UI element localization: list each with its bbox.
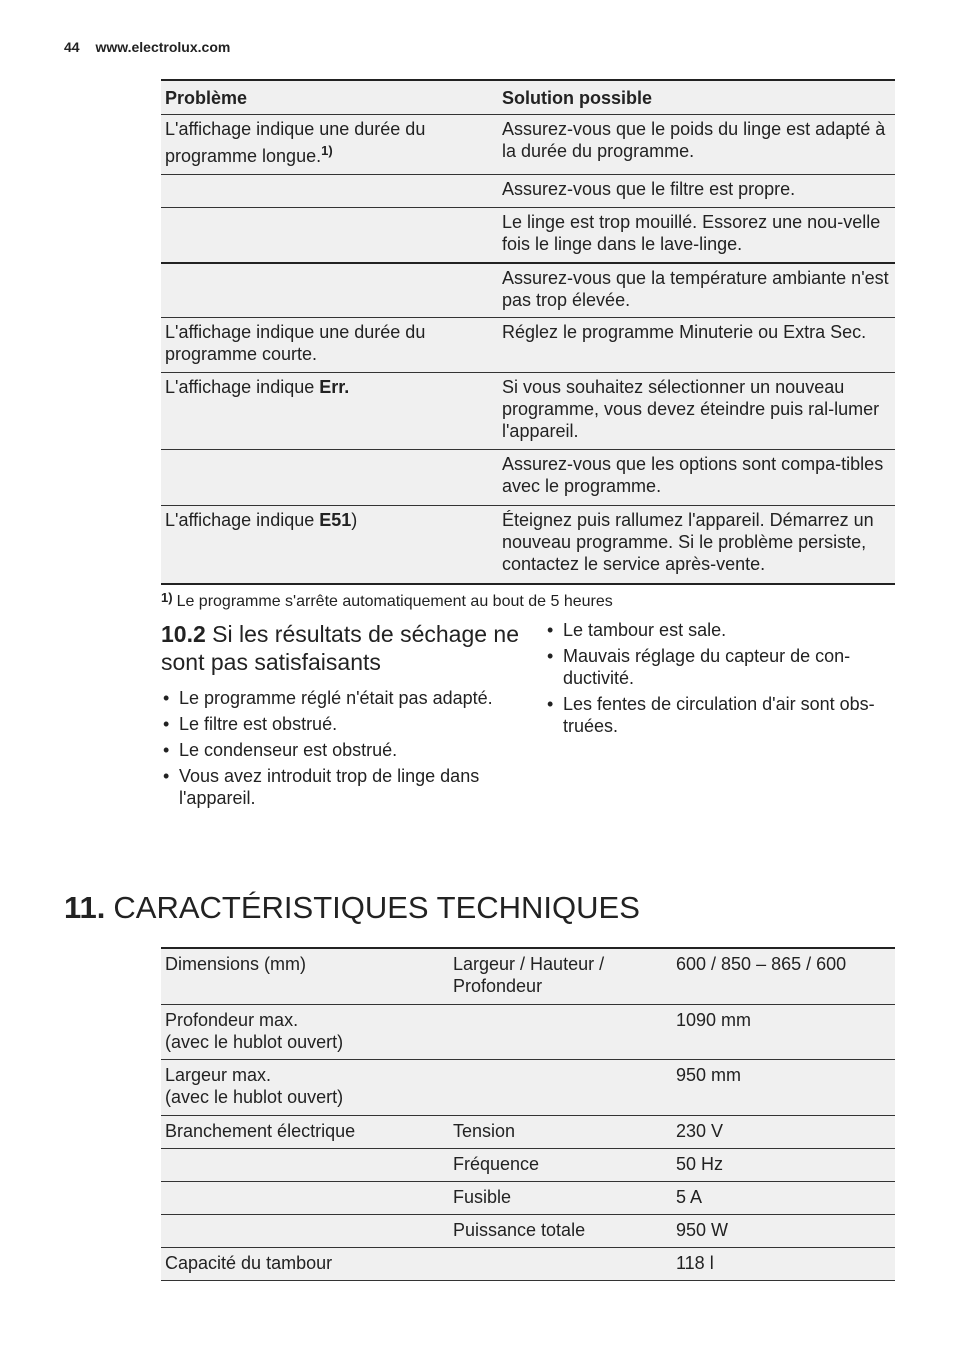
- spec-param: [449, 1247, 672, 1280]
- solution-cell: Réglez le programme Minuterie ou Extra Sec.: [498, 318, 895, 373]
- problem-cell: L'affichage indique une durée du programme longue.$^{1)}$: [161, 115, 498, 175]
- spec-label: [161, 1148, 449, 1181]
- table-row: [161, 1059, 895, 1115]
- spec-param: Largeur / Hauteur / Profondeur: [449, 948, 672, 1004]
- spec-label: [161, 1214, 449, 1247]
- table-row: [161, 1214, 895, 1247]
- column-header-problem: Problème: [161, 80, 498, 115]
- solution-cell: Le linge est trop mouillé. Essorez une nou-velle fois le linge dans le lave-linge.: [498, 208, 895, 263]
- spec-label: Profondeur max. (avec le hublot ouvert): [161, 1004, 449, 1059]
- solution-cell: Assurez-vous que le poids du linge est adapté à la durée du programme.: [498, 115, 895, 175]
- spec-value: 50 Hz: [672, 1148, 895, 1181]
- problem-cell: L'affichage indique E51): [161, 506, 498, 584]
- spec-label: Branchement électrique: [161, 1115, 449, 1148]
- list-item: • Vous avez introduit trop de linge dans l'appareil.: [161, 765, 521, 809]
- table-row: [161, 115, 895, 175]
- table-row: [161, 373, 895, 450]
- spec-value: 950 mm: [672, 1059, 895, 1115]
- list-item: • Le programme réglé n'était pas adapté.: [161, 687, 521, 709]
- list-item: • Le tambour est sale.: [545, 619, 895, 641]
- table-header-row: [161, 80, 895, 115]
- spec-param: Fusible: [449, 1181, 672, 1214]
- page-header: [64, 39, 230, 55]
- subsection-number: 10.2: [161, 621, 206, 647]
- footnote-text: Le programme s'arrête automatiquement au bout de 5 heures: [176, 593, 613, 610]
- table-row: [161, 1148, 895, 1181]
- spec-label: Largeur max. (avec le hublot ouvert): [161, 1059, 449, 1115]
- spec-value: 5 A: [672, 1181, 895, 1214]
- table-row: [161, 175, 895, 208]
- list-item: • Mauvais réglage du capteur de con-ductivité.: [545, 645, 895, 689]
- problem-cell: [161, 208, 498, 263]
- table-row: [161, 506, 895, 584]
- problem-cell: L'affichage indique Err.: [161, 373, 498, 450]
- column-header-solution: Solution possible: [498, 80, 895, 115]
- spec-label: Capacité du tambour: [161, 1247, 449, 1280]
- table-row: [161, 1181, 895, 1214]
- spec-value: 950 W: [672, 1214, 895, 1247]
- table-row: [161, 1115, 895, 1148]
- spec-param: [449, 1059, 672, 1115]
- spec-label: Dimensions (mm): [161, 948, 449, 1004]
- problem-cell: [161, 450, 498, 506]
- spec-label: [161, 1181, 449, 1214]
- table-row: [161, 263, 895, 318]
- footnote: [161, 590, 613, 611]
- table-row: [161, 318, 895, 373]
- footnote-marker: 1): [161, 590, 173, 605]
- list-item: • Les fentes de circulation d'air sont obs-truées.: [545, 693, 895, 737]
- footnote-ref: 1): [321, 143, 333, 158]
- error-code: Err.: [319, 377, 350, 397]
- spec-value: 600 / 850 – 865 / 600: [672, 948, 895, 1004]
- spec-param: Puissance totale: [449, 1214, 672, 1247]
- spec-value: 118 l: [672, 1247, 895, 1280]
- solution-cell: Assurez-vous que le filtre est propre.: [498, 175, 895, 208]
- table-row: [161, 208, 895, 263]
- solution-cell: Assurez-vous que les options sont compa-tibles avec le programme.: [498, 450, 895, 506]
- spec-value: 1090 mm: [672, 1004, 895, 1059]
- spec-value: 230 V: [672, 1115, 895, 1148]
- error-code: E51: [319, 510, 352, 530]
- website-link[interactable]: www.electrolux.com: [95, 39, 231, 55]
- table-row: [161, 1247, 895, 1280]
- problem-cell: [161, 175, 498, 208]
- problem-cell: L'affichage indique une durée du programme courte.: [161, 318, 498, 373]
- table-row: [161, 948, 895, 1004]
- section-title: CARACTÉRISTIQUES TECHNIQUES: [113, 890, 640, 925]
- specs-table: [161, 947, 895, 1281]
- table-row: [161, 1004, 895, 1059]
- section-number: 11.: [64, 890, 106, 925]
- spec-param: [449, 1004, 672, 1059]
- problem-cell: [161, 263, 498, 318]
- solution-cell: Éteignez puis rallumez l'appareil. Démarrez un nouveau programme. Si le problème persiste, contactez le service après-vente.: [498, 506, 895, 584]
- page-number: 44: [64, 39, 80, 55]
- table-row: [161, 450, 895, 506]
- spec-param: Fréquence: [449, 1148, 672, 1181]
- solution-cell: Assurez-vous que la température ambiante n'est pas trop élevée.: [498, 263, 895, 318]
- spec-param: Tension: [449, 1115, 672, 1148]
- bullet-list-right: [545, 619, 895, 741]
- list-item: • Le filtre est obstrué.: [161, 713, 521, 735]
- troubleshooting-table: [161, 79, 895, 585]
- section-heading: [64, 888, 640, 928]
- solution-cell: Si vous souhaitez sélectionner un nouveau programme, vous devez éteindre puis ral-lumer l'appareil.: [498, 373, 895, 450]
- bullet-list-left: [161, 687, 521, 813]
- list-item: • Le condenseur est obstrué.: [161, 739, 521, 761]
- subsection-title: Si les résultats de séchage ne sont pas satisfaisants: [161, 621, 520, 675]
- subsection-heading: [161, 620, 521, 676]
